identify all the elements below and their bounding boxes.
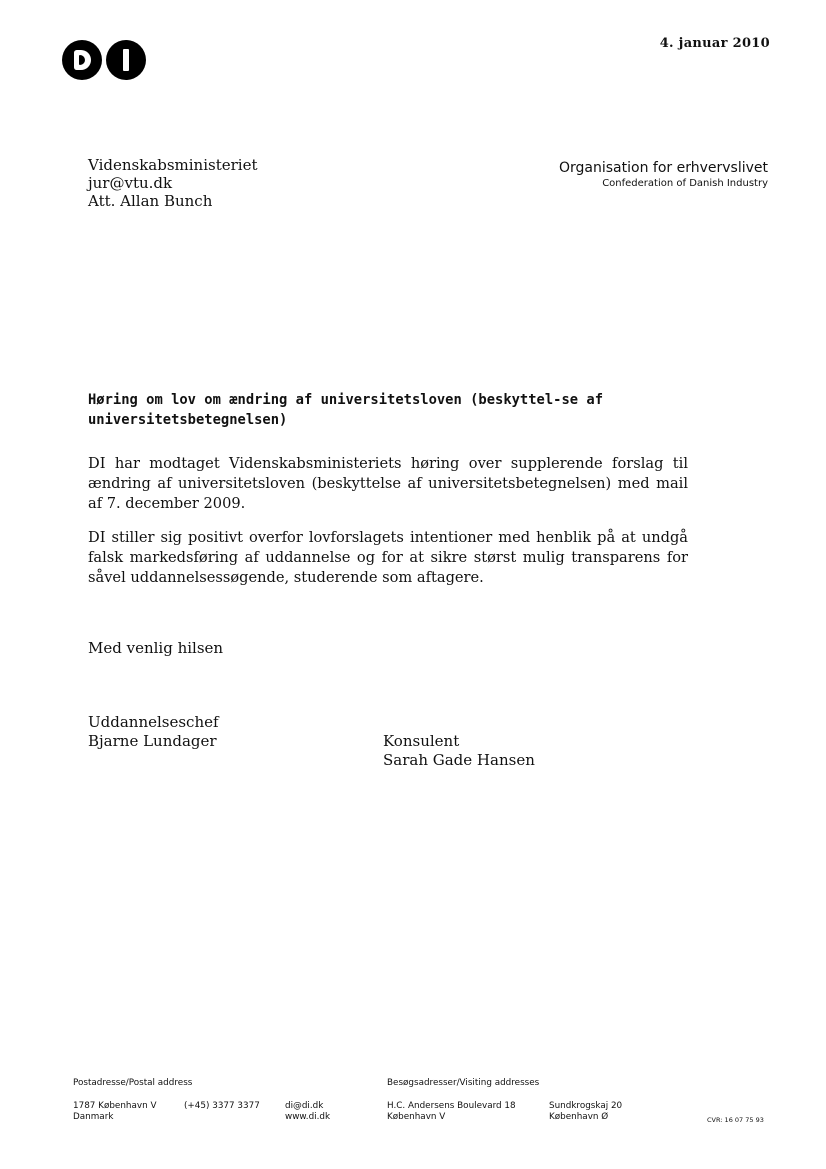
letter-subject: Høring om lov om ændring af universitetsloven (beskyttel-se af universitetsbetegnelsen) [88,392,603,428]
organisation-block [559,159,768,191]
logo-i-circle [106,40,146,80]
footer-visiting-address-1 [387,1101,516,1123]
letter-date: 4. januar 2010 [659,36,770,51]
signature-2 [383,732,535,770]
footer-visit-1-line-2: København V [387,1112,446,1122]
footer-visiting-heading: Besøgsadresser/Visiting addresses [387,1078,540,1088]
signature-name: Bjarne Lundager [88,732,217,750]
signature-title: Konsulent [383,732,460,750]
organisation-name: Organisation for erhvervslivet [559,160,768,176]
footer-postal-line-1: 1787 København V [73,1101,157,1111]
footer-postal-line-2: Danmark [73,1112,114,1122]
di-logo [62,40,154,80]
footer-postal-heading: Postadresse/Postal address [73,1078,193,1088]
footer-postal-address [73,1101,156,1123]
recipient-email: jur@vtu.dk [88,174,173,192]
footer-contact [285,1101,330,1123]
footer-web: www.di.dk [285,1112,331,1122]
footer-visiting-address-2 [549,1101,622,1123]
signature-1 [88,713,219,751]
footer-cvr: CVR: 16 07 75 93 [707,1116,764,1124]
footer-phone: (+45) 3377 3377 [184,1101,260,1111]
organisation-name-english: Confederation of Danish Industry [602,178,768,189]
footer-email: di@di.dk [285,1101,324,1111]
logo-d-glyph [74,50,91,70]
logo-i-glyph [123,49,129,71]
body-paragraph-1: DI har modtaget Videnskabsministeriets høring over supplerende forslag til ændring af universitetsloven (beskyttelse af universitetsbetegnelsen) med mail af 7. december 2009. [88,455,688,512]
recipient-name: Videnskabsministeriet [88,156,258,174]
footer-visit-2-line-2: København Ø [549,1112,609,1122]
body-paragraph-2: DI stiller sig positivt overfor lovforslagets intentioner med henblik på at undgå falsk markedsføring af uddannelse og for at sikre størst mulig transparens for såvel uddannelsessøgende, studerende som aftagere. [88,529,688,586]
signature-title: Uddannelseschef [88,713,219,731]
footer-visit-1-line-1: H.C. Andersens Boulevard 18 [387,1101,516,1111]
closing-phrase: Med venlig hilsen [88,639,224,657]
footer-visit-2-line-1: Sundkrogskaj 20 [549,1101,623,1111]
signature-name: Sarah Gade Hansen [383,751,535,769]
recipient-block [88,156,258,210]
logo-d-circle [62,40,102,80]
recipient-attention: Att. Allan Bunch [88,192,213,210]
